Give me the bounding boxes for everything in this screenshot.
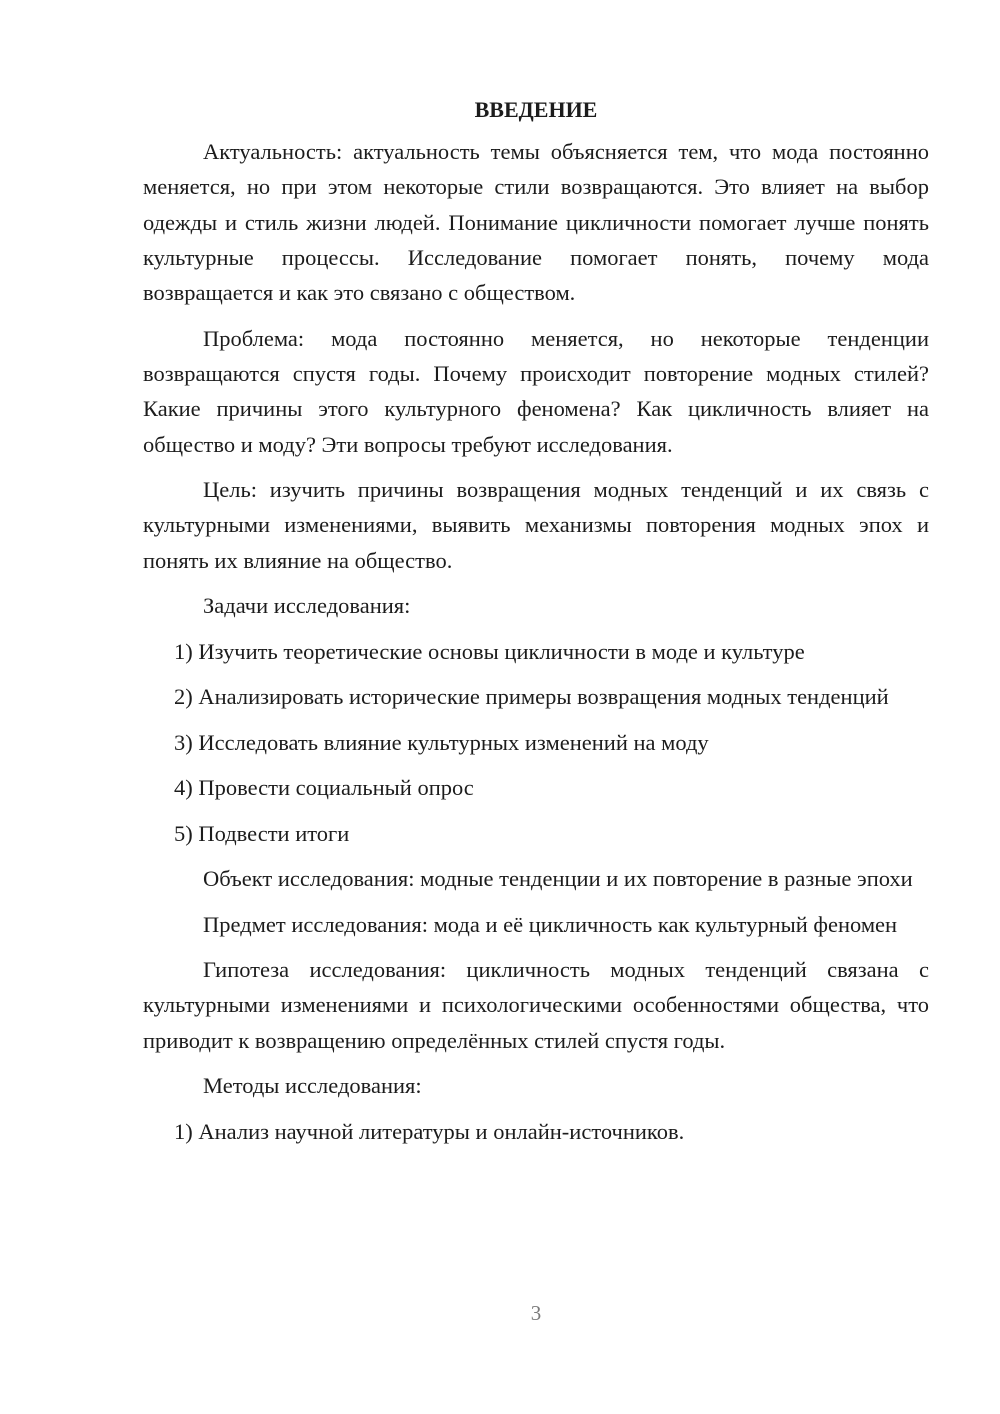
task-item: 4) Провести социальный опрос: [174, 775, 474, 801]
page-number: 3: [530, 1301, 542, 1325]
goal-paragraph: Цель: изучить причины возвращения модных тенденций и их связь с культурными изменениями, выявить механизмы повторения модных эпох и понять их влияние на общество.: [143, 477, 929, 573]
task-item: 2) Анализировать исторические примеры возвращения модных тенденций: [174, 684, 889, 710]
object-paragraph: Объект исследования: модные тенденции и их повторение в разные эпохи: [203, 866, 913, 892]
problem-paragraph: Проблема: мода постоянно меняется, но некоторые тенденции возвращаются спустя годы. Почему происходит повторение модных стилей? Какие причины этого культурного феномена? Как цикличность влияет на общество и моду? Эти вопросы требуют исследования.: [143, 325, 929, 457]
relevance-paragraph: Актуальность: актуальность темы объясняется тем, что мода постоянно меняется, но при этом некоторые стили возвращаются. Это влияет на выбор одежды и стиль жизни людей. Понимание цикличности помогает лучше понять культурные процессы. Исследование помогает понять, почему мода возвращается и как это связано с обществом.: [143, 139, 929, 306]
task-item: 3) Исследовать влияние культурных изменений на моду: [174, 729, 709, 755]
subject-paragraph: Предмет исследования: мода и её цикличность как культурный феномен: [203, 911, 898, 937]
tasks-title: Задачи исследования:: [203, 593, 411, 619]
method-item: 1) Анализ научной литературы и онлайн-источников.: [174, 1118, 685, 1144]
task-item: 5) Подвести итоги: [174, 820, 350, 846]
section-heading: ВВЕДЕНИЕ: [474, 97, 598, 122]
task-item: 1) Изучить теоретические основы цикличности в моде и культуре: [174, 638, 805, 664]
methods-title: Методы исследования:: [203, 1073, 422, 1099]
hypothesis-paragraph: Гипотеза исследования: цикличность модных тенденций связана с культурными изменениями и психологическими особенностями общества, что приводит к возвращению определённых стилей спустя годы.: [143, 957, 929, 1053]
document-page: [143, 96, 929, 1159]
